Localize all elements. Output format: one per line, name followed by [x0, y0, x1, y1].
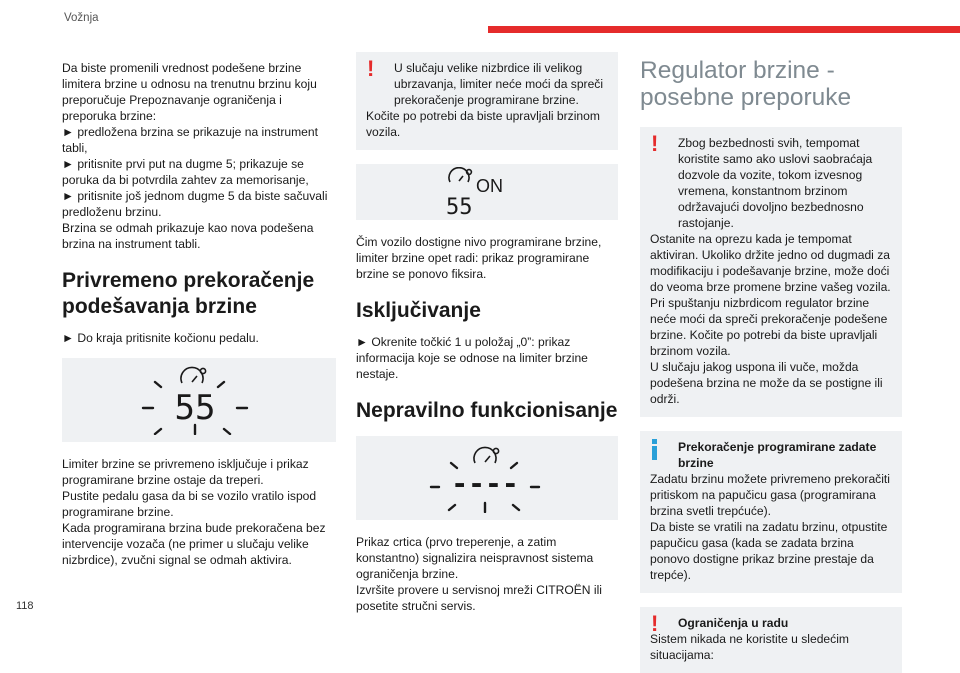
- fault-dashes: ----: [451, 467, 519, 500]
- section-heading-malfunction: Nepravilno funkcionisanje: [356, 399, 618, 422]
- warning-box-safety: [640, 127, 902, 417]
- section-heading-off: Isključivanje: [356, 299, 481, 322]
- after-paragraph-1: Limiter brzine se privremeno isključuje i prikaz programirane brzine ostaje da treperi.: [62, 457, 309, 487]
- intro-result: Brzina se odmah prikazuje kao nova podešena brzina na instrument tabli.: [62, 221, 314, 251]
- speedometer-icon: [449, 168, 471, 182]
- intro-paragraph: Da biste promenili vrednost podešene brzine limitera brzine u odnosu na trenutnu brzinu koju preporučuje Prepoznavanje ograničenja i preporuka brzine:: [62, 61, 317, 123]
- page-number: 118: [16, 600, 34, 612]
- brake-step: ► Do kraja pritisnite kočionu pedalu.: [62, 331, 259, 345]
- safety-paragraph-1: Zbog bezbednosti svih, tempomat koristite samo ako uslovi saobraćaja dozvole da vozite, tokom izvesnog vremena, konstantnom brzinom održavajući dovoljno bezbednosno rastojanje.: [678, 136, 873, 230]
- section-title-cruise-control: Regulator brzine - posebne preporuke: [640, 57, 852, 111]
- after-paragraph-2: Pustite pedalu gasa da bi se vozilo vratilo ispod programirane brzine.: [62, 489, 317, 519]
- speed-value: 55: [446, 195, 473, 217]
- warning-text: U slučaju velike nizbrdice ili velikog ubrzavanja, limiter neće moći da spreči prekoračenje programirane brzine.: [394, 61, 604, 107]
- warning-exclamation-icon: !: [651, 611, 659, 636]
- speed-on-display-illustration: [356, 164, 618, 220]
- info-box-override: [640, 431, 902, 593]
- intro-step-2: ► pritisnite prvi put na dugme 5; prikazuje se poruka da bi potvrdila zahtev za memorisanje,: [62, 157, 309, 187]
- intro-step-1: ► predložena brzina se prikazuje na instrument tabli,: [62, 125, 318, 155]
- info-title: Prekoračenje programirane zadate brzine: [678, 440, 877, 470]
- safety-paragraph-2: Ostanite na oprezu kada je tempomat aktiviran. Ukoliko držite jedno od dugmadi za modifikaciju i podešavanje brzine, može doći do veoma brze promene brzine vašeg vozila.: [650, 232, 891, 294]
- section-heading-temporary-override: Privremeno prekoračenje podešavanja brzine: [62, 269, 315, 318]
- warning-box-downhill: [356, 52, 618, 150]
- info-paragraph-1: Zadatu brzinu možete privremeno prekoračiti pritiskom na papučicu gasa (programirana brzina svetli trepćuće).: [650, 472, 890, 518]
- safety-paragraph-4: U slučaju jakog uspona ili vuče, možda podešena brzina ne može da se postigne ili održi.: [650, 360, 883, 406]
- info-icon: [652, 439, 656, 460]
- flashing-speed-display-illustration: [62, 358, 336, 442]
- safety-paragraph-3: Pri spuštanju nizbrdicom regulator brzine neće moći da spreči prekoračenje podešene brzine. Kočite po potrebi da biste upravljali brzinom vozila.: [650, 296, 888, 358]
- limitations-title: Ograničenja u radu: [678, 616, 789, 630]
- header-accent-bar: [488, 26, 960, 33]
- fault-paragraph-2: Izvršite provere u servisnoj mreži CITROËN ili posetite stručni servis.: [356, 583, 602, 613]
- fault-dashes-display-illustration: [356, 436, 618, 520]
- after-paragraph-3: Kada programirana brzina bude prekoračena bez intervencije vozača (ne primer u slučaju velike nizbrdice), zvučni signal se odmah aktivira.: [62, 521, 326, 567]
- warning-exclamation-icon: !: [651, 131, 659, 156]
- info-paragraph-2: Da biste se vratili na zadatu brzinu, otpustite papučicu gasa (kada se zadata brzina ponovo dostigne prikaz brzine prestaje da trepće).: [650, 520, 888, 582]
- column-2: [356, 52, 618, 614]
- intro-step-3: ► pritisnite još jednom dugme 5 da biste sačuvali predloženu brzinu.: [62, 189, 328, 219]
- fault-paragraph-1: Prikaz crtica (prvo treperenje, a zatim konstantno) signalizira neispravnost sistema ograničenja brzine.: [356, 535, 594, 581]
- resume-paragraph: Čim vozilo dostigne nivo programirane brzine, limiter brzine opet radi: prikaz programirane brzine se ponovo fiksira.: [356, 235, 602, 281]
- on-label: ON: [476, 176, 503, 196]
- speedometer-icon: [181, 367, 206, 383]
- limitations-text: Sistem nikada ne koristite u sledećim situacijama:: [650, 632, 849, 662]
- column-3: [640, 52, 902, 673]
- speedometer-icon: [474, 447, 499, 463]
- warning-box-limitations: [640, 607, 902, 673]
- column-1: [62, 60, 336, 568]
- warning-text-2: Kočite po potrebi da biste upravljali brzinom vozila.: [366, 109, 600, 139]
- running-header: Vožnja: [64, 12, 99, 24]
- speed-value: 55: [174, 388, 216, 428]
- warning-exclamation-icon: !: [367, 56, 375, 81]
- off-step: ► Okrenite točkić 1 u položaj „0”: prikaz informacija koje se odnose na limiter brzine nestaje.: [356, 335, 588, 381]
